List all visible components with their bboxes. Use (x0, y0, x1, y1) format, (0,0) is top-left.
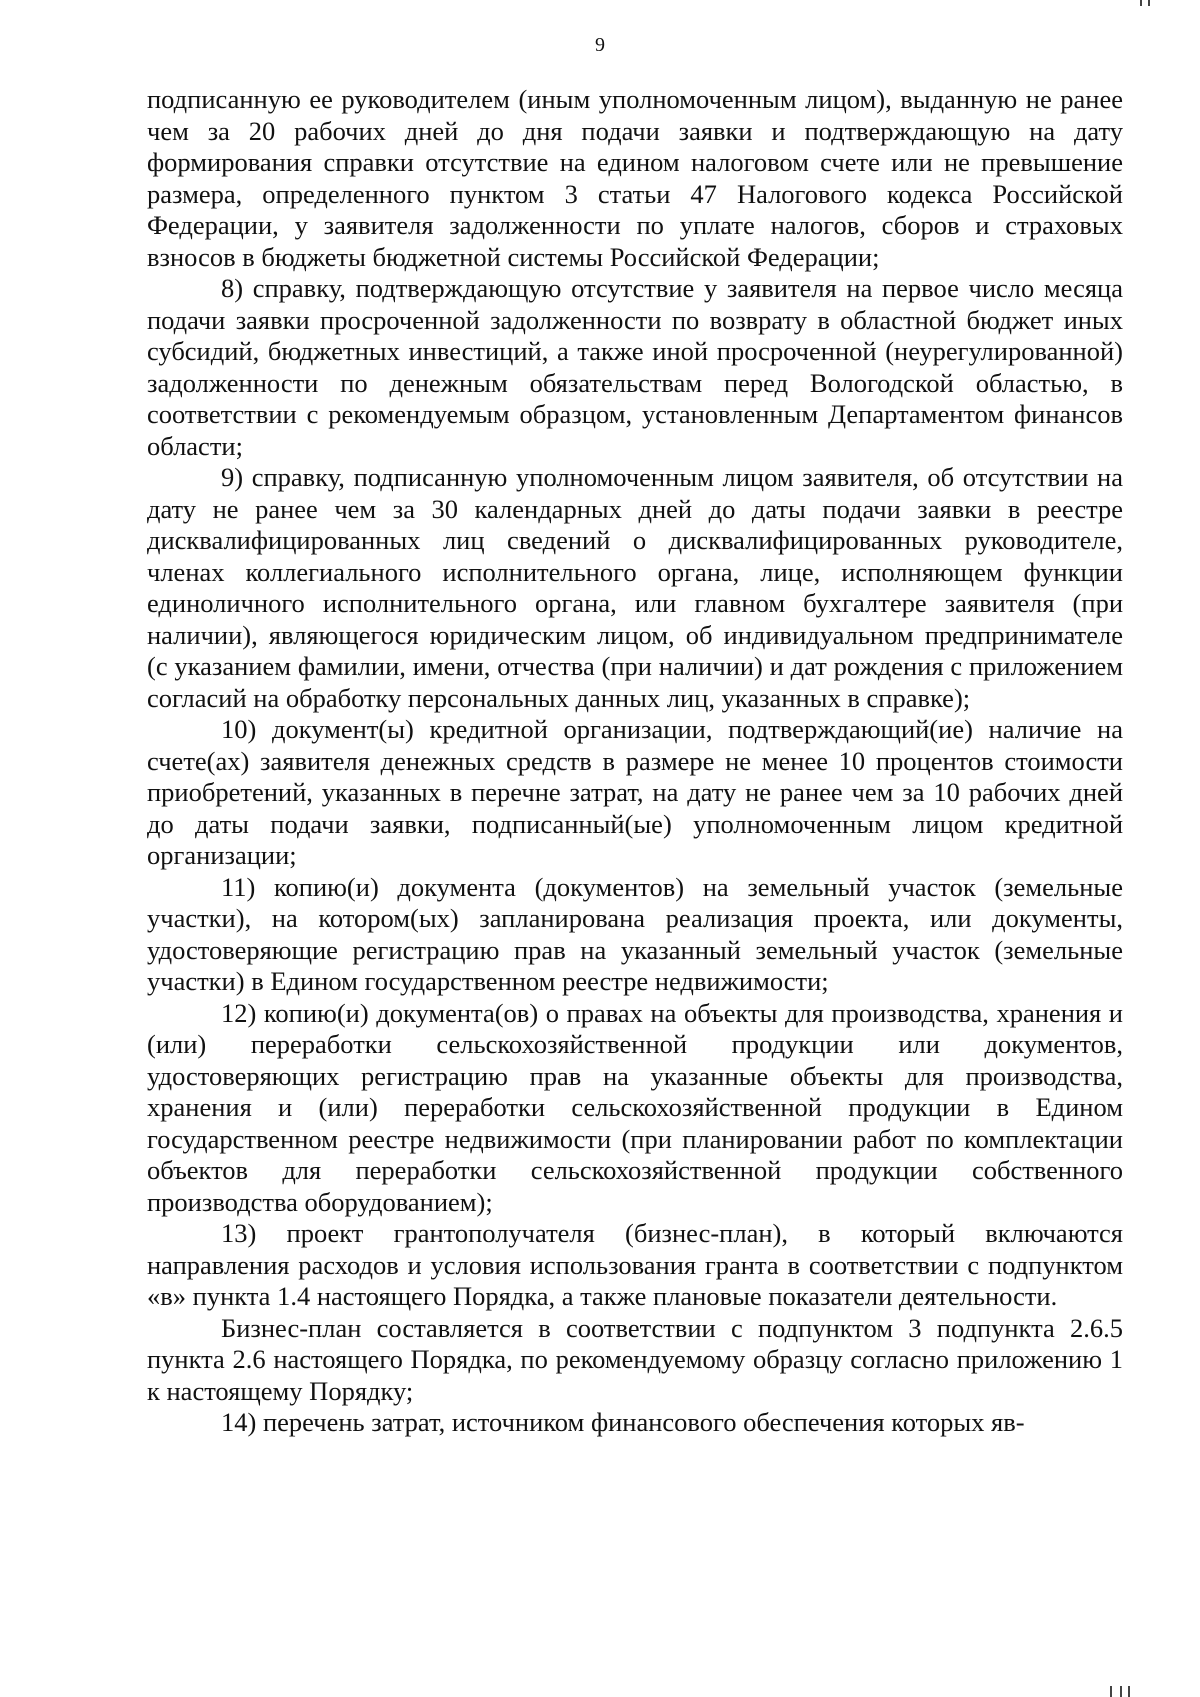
paragraph-item-9: 9) справку, подписанную уполномоченным лицом заявителя, об отсутствии на дату не ранее чем за 30 календарных дней до даты подачи заявки в реестре дисквалифицированных лиц сведений о дисквалифицированных руководителе, членах коллегиального исполнительного органа, лице, исполняющем функции единоличного исполнительного органа, или главном бухгалтере заявителя (при наличии), являющегося юридическим лицом, об индивидуальном предпринимателе (с указанием фамилии, имени, отчества (при наличии) и дат рождения с приложением согласий на обработку персональных данных лиц, указанных в справке); (147, 462, 1123, 713)
paragraph-item-8: 8) справку, подтверждающую отсутствие у заявителя на первое число месяца подачи заявки просроченной задолженности по возврату в областной бюджет иных субсидий, бюджетных инвестиций, а также иной просроченной (неурегулированной) задолженности по денежным обязательствам перед Вологодской областью, в соответствии с рекомендуемым образцом, установленным Департаментом финансов области; (147, 273, 1123, 461)
paragraph-item-11: 11) копию(и) документа (документов) на земельный участок (земельные участки), на котором(ых) запланирована реализация проекта, или документы, удостоверяющие регистрацию прав на указанный земельный участок (земельные участки) в Едином государственном реестре недвижимости; (147, 871, 1123, 996)
scan-edge-mark (1148, 0, 1150, 6)
scan-edge-mark (1128, 1686, 1130, 1697)
paragraph-continuation: подписанную ее руководителем (иным уполномоченным лицом), выданную не ранее чем за 20 рабочих дней до дня подачи заявки и подтверждающую на дату формирования справки отсутствие на едином налоговом счете или не превышение размера, определенного пунктом 3 статьи 47 Налогового кодекса Российской Федерации, у заявителя задолженности по уплате налогов, сборов и страховых взносов в бюджеты бюджетной системы Российской Федерации; (147, 84, 1123, 272)
paragraph-item-13: 13) проект грантополучателя (бизнес-план), в который включаются направления расходов и условия использования гранта в соответствии с подпунктом «в» пункта 1.4 настоящего Порядка, а также плановые показатели деятельности. (147, 1218, 1123, 1311)
scan-edge-mark (1140, 0, 1142, 6)
paragraph-item-12: 12) копию(и) документа(ов) о правах на объекты для производства, хранения и (или) переработки сельскохозяйственной продукции или документов, удостоверяющих регистрацию прав на указанные объекты для производства, хранения и (или) переработки сельскохозяйственной продукции в Едином государственном реестре недвижимости (при планировании работ по комплектации объектов для переработки сельскохозяйственной продукции собственного производства оборудованием); (147, 997, 1123, 1217)
paragraph-item-14: 14) перечень затрат, источником финансового обеспечения которых яв- (221, 1407, 1025, 1437)
page-number: 9 (595, 34, 605, 56)
paragraph-business-plan: Бизнес-план составляется в соответствии с подпунктом 3 подпункта 2.6.5 пункта 2.6 настоящего Порядка, по рекомендуемому образцу согласно приложению 1 к настоящему Порядку; (147, 1312, 1123, 1406)
scan-edge-mark (1110, 1686, 1112, 1697)
scan-edge-mark (1120, 1686, 1122, 1697)
document-body (147, 84, 1123, 1439)
paragraph-item-10: 10) документ(ы) кредитной организации, подтверждающий(ие) наличие на счете(ах) заявителя денежных средств в размере не менее 10 процентов стоимости приобретений, указанных в перечне затрат, на дату не ранее чем за 10 рабочих дней до даты подачи заявки, подписанный(ые) уполномоченным лицом кредитной организации; (147, 714, 1123, 870)
